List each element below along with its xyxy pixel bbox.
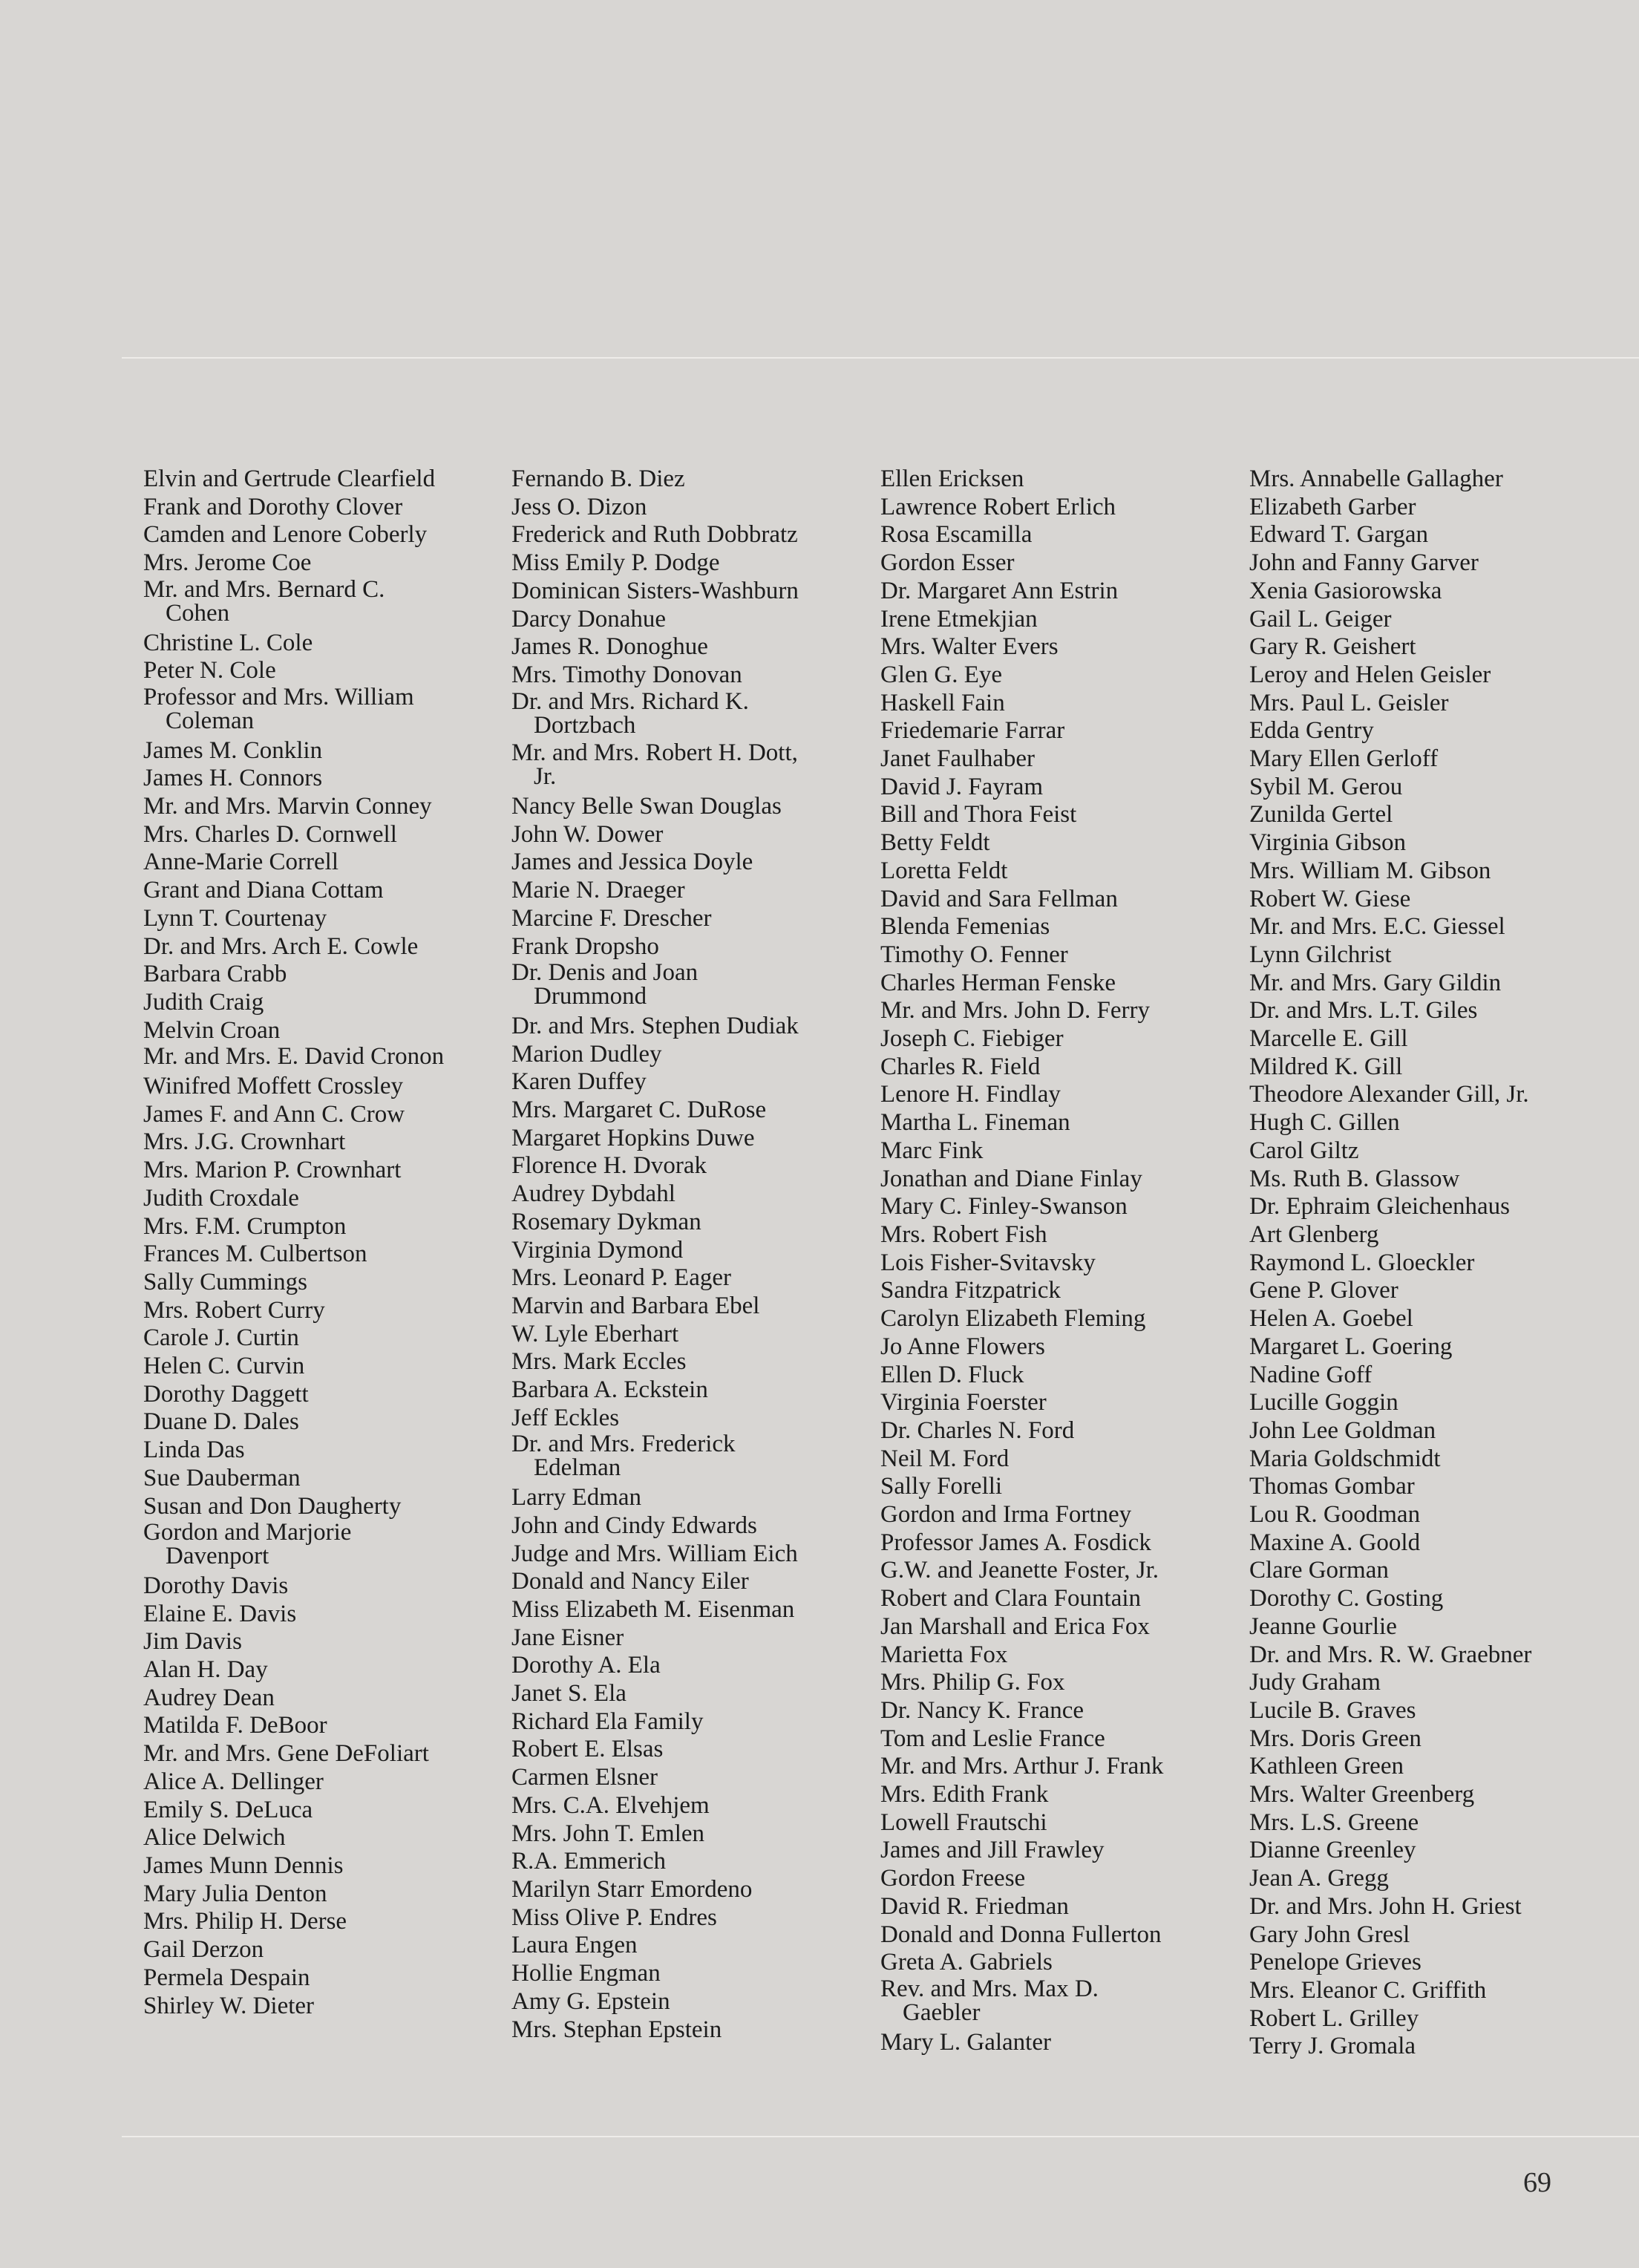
donor-name: Raymond L. Gloeckler <box>1249 1249 1475 1276</box>
donor-name: Helen C. Curvin <box>143 1353 305 1380</box>
donor-name: Dr. and Mrs. R. W. Graebner <box>1249 1641 1532 1668</box>
donor-name: Mrs. Walter Greenberg <box>1249 1781 1475 1808</box>
donor-name: Karen Duffey <box>511 1068 647 1096</box>
donor-name: Ms. Ruth B. Glassow <box>1249 1165 1460 1192</box>
donor-name: David and Sara Fellman <box>880 885 1118 912</box>
donor-name: Mrs. Walter Evers <box>880 633 1059 661</box>
donor-name: Mrs. William M. Gibson <box>1249 857 1491 884</box>
donor-name: Marc Fink <box>880 1137 984 1164</box>
donor-name: Carmen Elsner <box>511 1764 658 1791</box>
donor-name: Mrs. C.A. Elvehjem <box>511 1791 710 1819</box>
donor-name: Robert L. Grilley <box>1249 2004 1419 2032</box>
donor-name: Lou R. Goodman <box>1249 1501 1421 1529</box>
donor-name: Ellen Ericksen <box>880 465 1024 492</box>
donor-name: Neil M. Ford <box>880 1445 1010 1472</box>
donor-name: Mrs. L.S. Greene <box>1249 1808 1419 1836</box>
donor-name: Mr. and Mrs. John D. Ferry <box>880 997 1150 1024</box>
donor-name: Barbara A. Eckstein <box>511 1376 708 1404</box>
donor-name: Kathleen Green <box>1249 1753 1404 1780</box>
donor-name: Lowell Frautschi <box>880 1808 1047 1836</box>
donor-name: Dr. and Mrs. L.T. Giles <box>1249 997 1478 1024</box>
donor-name: Fernando B. Diez <box>511 465 685 492</box>
donor-name: James and Jill Frawley <box>880 1837 1105 1864</box>
donor-name: Frederick and Ruth Dobbratz <box>511 521 798 549</box>
donor-name: Mrs. F.M. Crumpton <box>143 1212 347 1240</box>
top-rule <box>122 357 1639 359</box>
donor-name: James H. Connors <box>143 765 323 792</box>
donor-name: Friedemarie Farrar <box>880 717 1065 745</box>
donor-name: Dr. Charles N. Ford <box>880 1416 1075 1444</box>
donor-name: Mrs. Paul L. Geisler <box>1249 689 1449 716</box>
donor-name: Robert and Clara Fountain <box>880 1585 1142 1612</box>
donor-name: John Lee Goldman <box>1249 1416 1436 1444</box>
donor-name: Rosa Escamilla <box>880 521 1033 549</box>
donor-name: Tom and Leslie France <box>880 1725 1105 1752</box>
donor-name: Mary L. Galanter <box>880 2028 1051 2056</box>
donor-name: Dianne Greenley <box>1249 1837 1416 1864</box>
donor-name: Gordon and Irma Fortney <box>880 1501 1132 1529</box>
donor-name: Gary John Gresl <box>1249 1921 1410 1948</box>
donor-name: Lynn T. Courtenay <box>143 904 327 932</box>
donor-name: Nadine Goff <box>1249 1361 1373 1388</box>
donor-name: Robert E. Elsas <box>511 1736 664 1763</box>
donor-name: Mrs. Margaret C. DuRose <box>511 1097 767 1124</box>
donor-name: Hollie Engman <box>511 1960 661 1987</box>
column-2 <box>511 465 868 2044</box>
donor-name: Carolyn Elizabeth Fleming <box>880 1305 1146 1333</box>
donor-name: Sue Dauberman <box>143 1464 301 1491</box>
donor-name: Judy Graham <box>1249 1669 1381 1696</box>
donor-name: Nancy Belle Swan Douglas <box>511 793 782 820</box>
donor-name: Richard Ela Family <box>511 1707 704 1735</box>
donor-name: Gordon and Marjorie Davenport <box>143 1519 352 1570</box>
donor-name: Christine L. Cole <box>143 629 313 656</box>
donor-name: Donald and Donna Fullerton <box>880 1921 1162 1948</box>
donor-name: James M. Conklin <box>143 736 323 764</box>
donor-name: Jim Davis <box>143 1628 242 1656</box>
donor-name: Clare Gorman <box>1249 1557 1389 1584</box>
donor-name: Marilyn Starr Emordeno <box>511 1875 753 1903</box>
donor-name: Professor James A. Fosdick <box>880 1529 1151 1556</box>
donor-name: Jean A. Gregg <box>1249 1865 1389 1892</box>
donor-name: Art Glenberg <box>1249 1220 1379 1248</box>
donor-name: Bill and Thora Feist <box>880 801 1077 829</box>
donor-name: Gordon Freese <box>880 1865 1026 1892</box>
donor-name: Mrs. Philip G. Fox <box>880 1669 1065 1696</box>
donor-name: Jonathan and Diane Finlay <box>880 1165 1142 1192</box>
donor-name: Anne-Marie Correll <box>143 849 338 876</box>
donor-name: Donald and Nancy Eiler <box>511 1568 749 1595</box>
donor-name: David R. Friedman <box>880 1892 1069 1920</box>
donor-name: Jeanne Gourlie <box>1249 1612 1397 1640</box>
donor-name: Mr. and Mrs. E.C. Giessel <box>1249 913 1505 941</box>
donor-name: Mrs. Timothy Donovan <box>511 661 742 688</box>
donor-name: David J. Fayram <box>880 773 1044 800</box>
donor-name: Dr. Margaret Ann Estrin <box>880 577 1119 604</box>
donor-name: James and Jessica Doyle <box>511 849 753 876</box>
donor-name: Miss Emily P. Dodge <box>511 549 720 577</box>
donor-name: Jeff Eckles <box>511 1404 620 1431</box>
donor-name: Mrs. Charles D. Cornwell <box>143 820 397 848</box>
donor-name: Sally Forelli <box>880 1473 1003 1500</box>
donor-name: Mary C. Finley-Swanson <box>880 1193 1128 1220</box>
donor-name: Jane Eisner <box>511 1624 624 1651</box>
donor-name: Carole J. Curtin <box>143 1324 299 1352</box>
donor-name: Robert W. Giese <box>1249 885 1411 912</box>
donor-name: Thomas Gombar <box>1249 1473 1415 1500</box>
donor-name: Terry J. Gromala <box>1249 2033 1416 2060</box>
donor-name: Charles R. Field <box>880 1053 1041 1080</box>
donor-name: Timothy O. Fenner <box>880 941 1068 968</box>
donor-name: John W. Dower <box>511 820 664 848</box>
donor-name: Marietta Fox <box>880 1641 1008 1668</box>
donor-name: Gene P. Glover <box>1249 1277 1398 1304</box>
donor-name: Marcelle E. Gill <box>1249 1025 1408 1053</box>
donor-name: Mr. and Mrs. E. David Cronon <box>143 1043 445 1071</box>
donor-name: Amy G. Epstein <box>511 1987 670 2015</box>
donor-name: Janet Faulhaber <box>880 745 1036 773</box>
donor-name: Janet S. Ela <box>511 1680 627 1707</box>
donor-name: Mrs. Robert Fish <box>880 1220 1047 1248</box>
column-4 <box>1249 465 1635 2061</box>
donor-name: Mrs. Marion P. Crownhart <box>143 1157 402 1184</box>
donor-name: Judith Croxdale <box>143 1184 299 1212</box>
donor-name: Haskell Fain <box>880 689 1005 716</box>
donor-name: Professor and Mrs. William Coleman <box>143 683 414 734</box>
donor-name: Mrs. John T. Emlen <box>511 1820 705 1847</box>
donor-name: Glen G. Eye <box>880 661 1003 688</box>
donor-name: Melvin Croan <box>143 1016 281 1044</box>
donor-name: Joseph C. Fiebiger <box>880 1025 1064 1053</box>
donor-name: Betty Feldt <box>880 829 990 857</box>
donor-name: Margaret Hopkins Duwe <box>511 1124 755 1151</box>
donor-name: Irene Etmekjian <box>880 605 1038 633</box>
donor-name: Charles Herman Fenske <box>880 969 1116 996</box>
donor-name: Blenda Femenias <box>880 913 1050 941</box>
donor-name: Frank Dropsho <box>511 932 659 960</box>
donor-name: Miss Elizabeth M. Eisenman <box>511 1595 795 1623</box>
donor-name: Duane D. Dales <box>143 1408 299 1436</box>
donor-name: Mr. and Mrs. Robert H. Dott, Jr. <box>511 739 798 791</box>
donor-name: Greta A. Gabriels <box>880 1949 1053 1976</box>
donor-name: Mr. and Mrs. Bernard C. Cohen <box>143 575 385 627</box>
donor-name: Margaret L. Goering <box>1249 1333 1453 1360</box>
donor-name: Elizabeth Garber <box>1249 493 1416 520</box>
column-3 <box>880 465 1237 2056</box>
donor-name: Peter N. Cole <box>143 657 276 684</box>
donor-name: Florence H. Dvorak <box>511 1152 707 1180</box>
donor-name: Hugh C. Gillen <box>1249 1109 1400 1137</box>
donor-name: Grant and Diana Cottam <box>143 877 384 904</box>
donor-name: Dorothy Davis <box>143 1572 289 1599</box>
donor-name: Elvin and Gertrude Clearfield <box>143 465 436 492</box>
donor-name: Loretta Feldt <box>880 857 1008 884</box>
donor-name: Linda Das <box>143 1437 245 1464</box>
donor-name: Marcine F. Drescher <box>511 904 712 932</box>
donor-name: Edda Gentry <box>1249 717 1374 745</box>
donor-name: Dr. and Mrs. Frederick Edelman <box>511 1431 736 1482</box>
donor-name: Dr. and Mrs. Stephen Dudiak <box>511 1012 799 1039</box>
donor-name: Miss Olive P. Endres <box>511 1903 717 1931</box>
donor-name: Dr. and Mrs. John H. Griest <box>1249 1892 1522 1920</box>
donor-name: Shirley W. Dieter <box>143 1992 315 2019</box>
donor-name: Camden and Lenore Coberly <box>143 521 428 549</box>
donor-name: Mrs. Philip H. Derse <box>143 1908 347 1935</box>
donor-name: Mrs. J.G. Crownhart <box>143 1128 346 1156</box>
donor-name: John and Cindy Edwards <box>511 1512 757 1539</box>
donor-name: Dr. and Mrs. Richard K. Dortzbach <box>511 687 749 739</box>
donor-name: Winifred Moffett Crossley <box>143 1073 403 1100</box>
donor-name: Helen A. Goebel <box>1249 1305 1413 1333</box>
donor-name: Marie N. Draeger <box>511 877 685 904</box>
page-number: 69 <box>1523 2167 1551 2198</box>
donor-name: Lenore H. Findlay <box>880 1081 1061 1108</box>
donor-name: Lucille Goggin <box>1249 1389 1398 1416</box>
donor-name: Theodore Alexander Gill, Jr. <box>1249 1081 1529 1108</box>
donor-name: Dorothy C. Gosting <box>1249 1585 1444 1612</box>
donor-list <box>0 465 1639 2069</box>
bottom-rule <box>122 2136 1639 2137</box>
donor-name: Maria Goldschmidt <box>1249 1445 1441 1472</box>
donor-name: Jess O. Dizon <box>511 493 647 520</box>
donor-name: Leroy and Helen Geisler <box>1249 661 1491 688</box>
donor-name: Lois Fisher-Svitavsky <box>880 1249 1096 1276</box>
donor-name: G.W. and Jeanette Foster, Jr. <box>880 1557 1159 1584</box>
donor-name: Frances M. Culbertson <box>143 1241 367 1268</box>
donor-name: Dorothy Daggett <box>143 1380 309 1408</box>
donor-name: Mrs. Robert Curry <box>143 1296 325 1324</box>
donor-name: Audrey Dybdahl <box>511 1180 675 1208</box>
donor-name: Mrs. Eleanor C. Griffith <box>1249 1976 1487 2004</box>
donor-name: Gail L. Geiger <box>1249 605 1392 633</box>
donor-name: R.A. Emmerich <box>511 1848 667 1875</box>
donor-name: Dr. Ephraim Gleichenhaus <box>1249 1193 1510 1220</box>
donor-name: Mary Julia Denton <box>143 1880 327 1907</box>
donor-name: Darcy Donahue <box>511 605 666 633</box>
donor-name: Frank and Dorothy Clover <box>143 493 403 520</box>
donor-name: Mrs. Annabelle Gallagher <box>1249 465 1503 492</box>
donor-name: John and Fanny Garver <box>1249 549 1479 577</box>
donor-name: Edward T. Gargan <box>1249 521 1429 549</box>
donor-name: Mr. and Mrs. Gene DeFoliart <box>143 1740 429 1768</box>
donor-name: Dr. and Mrs. Arch E. Cowle <box>143 932 419 960</box>
donor-name: Mrs. Jerome Coe <box>143 549 312 577</box>
donor-name: Elaine E. Davis <box>143 1600 297 1627</box>
donor-name: Matilda F. DeBoor <box>143 1712 327 1739</box>
donor-name: James R. Donoghue <box>511 633 708 661</box>
donor-name: Lynn Gilchrist <box>1249 941 1392 968</box>
donor-name: Lawrence Robert Erlich <box>880 493 1116 520</box>
donor-name: Gail Derzon <box>143 1936 264 1964</box>
donor-name: W. Lyle Eberhart <box>511 1320 679 1347</box>
donor-name: Rosemary Dykman <box>511 1208 701 1235</box>
donor-name: Emily S. DeLuca <box>143 1796 313 1823</box>
donor-name: Mrs. Mark Eccles <box>511 1348 687 1376</box>
donor-name: Ellen D. Fluck <box>880 1361 1024 1388</box>
donor-name: Gary R. Geishert <box>1249 633 1416 661</box>
donor-name: Mr. and Mrs. Gary Gildin <box>1249 969 1502 996</box>
donor-name: Martha L. Fineman <box>880 1109 1070 1137</box>
donor-name: Marvin and Barbara Ebel <box>511 1292 760 1319</box>
donor-name: Mrs. Stephan Epstein <box>511 2016 722 2043</box>
donor-name: Dr. Denis and Joan Drummond <box>511 959 699 1010</box>
donor-name: Sally Cummings <box>143 1268 307 1295</box>
donor-name: Alan H. Day <box>143 1656 268 1684</box>
donor-name: Xenia Gasiorowska <box>1249 577 1442 604</box>
donor-name: Virginia Dymond <box>511 1236 684 1264</box>
donor-name: Mrs. Edith Frank <box>880 1781 1049 1808</box>
donor-name: Audrey Dean <box>143 1684 275 1711</box>
donor-name: Judith Craig <box>143 988 264 1016</box>
donor-name: Maxine A. Goold <box>1249 1529 1421 1556</box>
donor-name: Lucile B. Graves <box>1249 1696 1416 1724</box>
donor-name: Carol Giltz <box>1249 1137 1359 1164</box>
donor-name: Larry Edman <box>511 1484 642 1512</box>
donor-name: Mrs. Leonard P. Eager <box>511 1264 732 1292</box>
donor-name: James F. and Ann C. Crow <box>143 1100 405 1128</box>
donor-name: Alice Delwich <box>143 1824 286 1852</box>
donor-name: Mrs. Doris Green <box>1249 1725 1422 1752</box>
donor-name: Rev. and Mrs. Max D. Gaebler <box>880 1975 1099 2026</box>
donor-name: Virginia Foerster <box>880 1389 1047 1416</box>
donor-name: Dorothy A. Ela <box>511 1652 661 1679</box>
donor-name: Jo Anne Flowers <box>880 1333 1045 1360</box>
donor-name: Dominican Sisters-Washburn <box>511 577 799 604</box>
donor-name: Zunilda Gertel <box>1249 801 1393 829</box>
donor-name: Sandra Fitzpatrick <box>880 1277 1061 1304</box>
donor-name: Susan and Don Daugherty <box>143 1492 402 1520</box>
column-1 <box>143 465 500 2020</box>
donor-name: Alice A. Dellinger <box>143 1768 324 1795</box>
donor-name: James Munn Dennis <box>143 1852 344 1879</box>
donor-name: Penelope Grieves <box>1249 1949 1422 1976</box>
donor-name: Gordon Esser <box>880 549 1015 577</box>
donor-name: Dr. Nancy K. France <box>880 1696 1084 1724</box>
donor-name: Permela Despain <box>143 1964 310 1991</box>
donor-name: Virginia Gibson <box>1249 829 1406 857</box>
donor-name: Mr. and Mrs. Marvin Conney <box>143 793 432 820</box>
donor-name: Jan Marshall and Erica Fox <box>880 1612 1150 1640</box>
donor-name: Judge and Mrs. William Eich <box>511 1540 798 1567</box>
donor-name: Mary Ellen Gerloff <box>1249 745 1439 773</box>
donor-name: Barbara Crabb <box>143 961 287 988</box>
donor-name: Marion Dudley <box>511 1040 662 1068</box>
donor-name: Mildred K. Gill <box>1249 1053 1403 1080</box>
donor-name: Laura Engen <box>511 1932 638 1959</box>
donor-name: Sybil M. Gerou <box>1249 773 1403 800</box>
donor-name: Mr. and Mrs. Arthur J. Frank <box>880 1753 1164 1780</box>
